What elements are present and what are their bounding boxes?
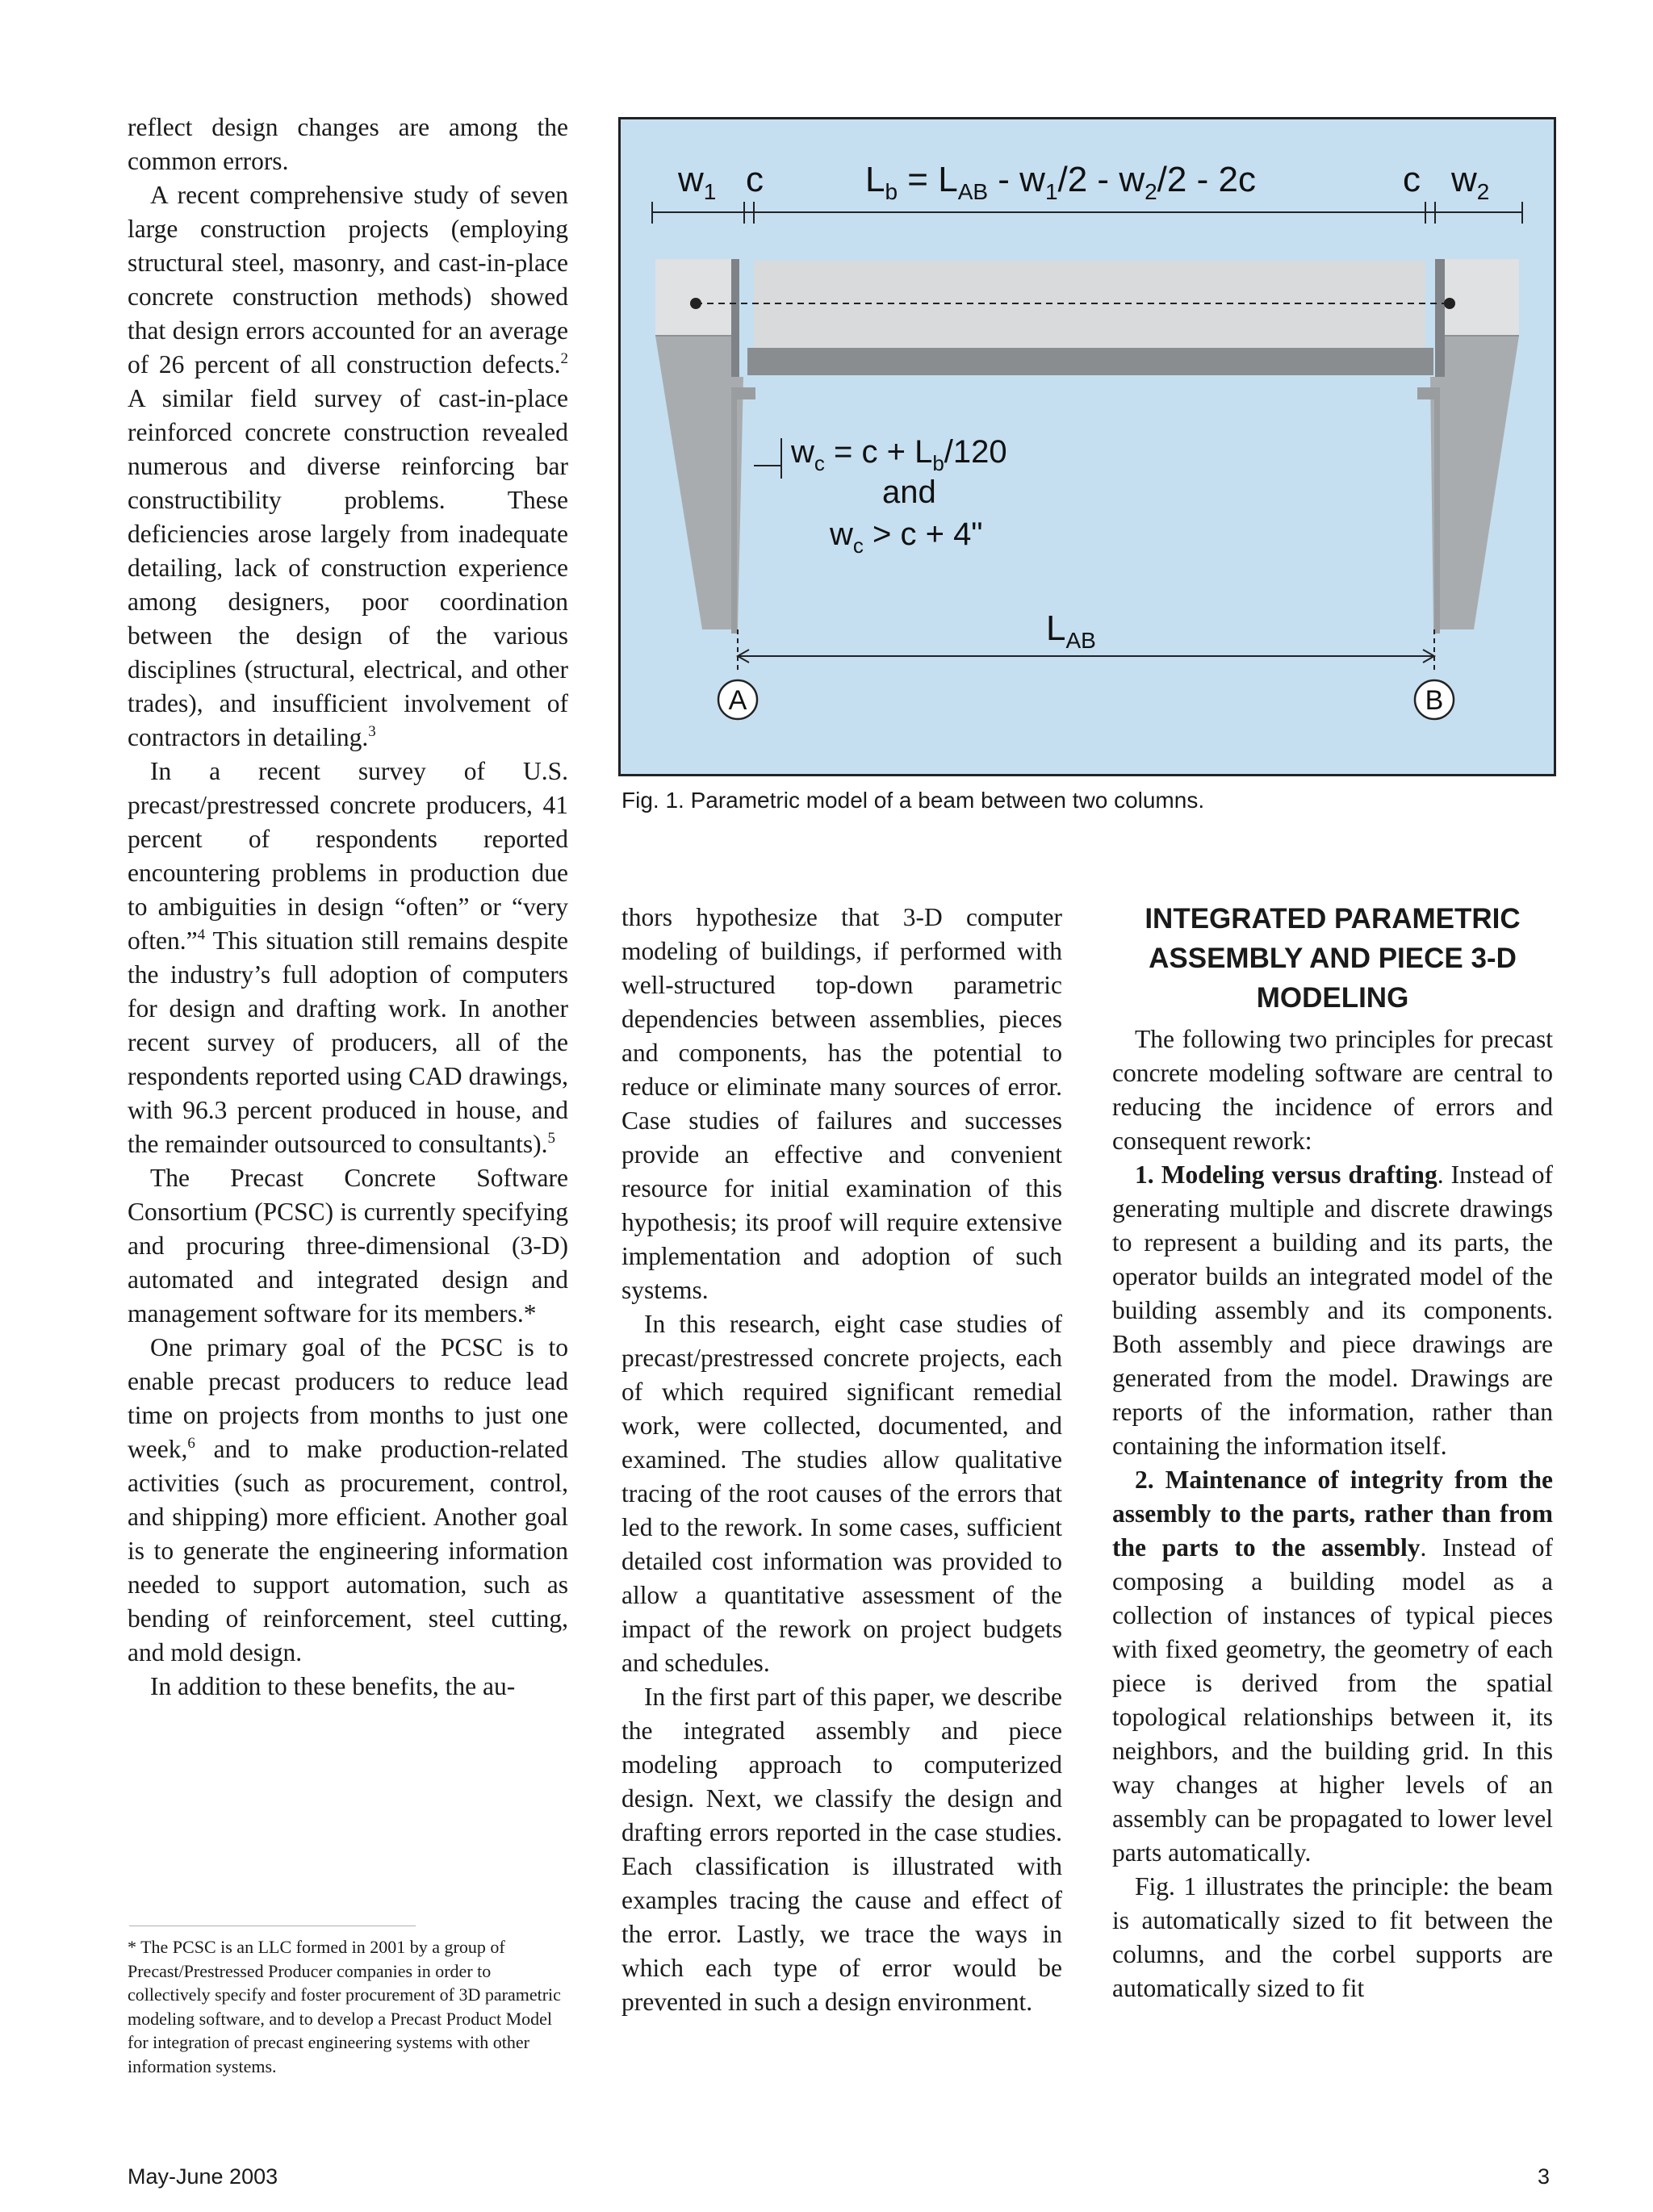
reference-marker: 5 xyxy=(547,1130,555,1147)
right-column-side xyxy=(1435,259,1445,377)
left-text-column xyxy=(128,111,568,1704)
label-wc-constraint: $w_c > c + 4$" xyxy=(830,516,983,558)
paragraph: The following two principles for precast concrete modeling software are central to reducing the incidence of errors and consequent rework: xyxy=(1112,1025,1553,1155)
section-heading: INTEGRATED PARAMETRIC ASSEMBLY AND PIECE 3-D MODELING xyxy=(1145,903,1521,1014)
reference-marker: 4 xyxy=(197,926,206,943)
paragraph: The Precast Concrete Software Consortium (PCSC) is currently specifying and procuring three-dimensional (3-D) automated and integrated design and management software for its members.* xyxy=(128,1164,568,1328)
label-and: and xyxy=(882,475,936,510)
paragraph: Fig. 1 illustrates the principle: the beam is automatically sized to fit between the columns, and the corbel supports are automatically sized to fit xyxy=(1112,1872,1553,2002)
reference-marker: 6 xyxy=(187,1435,195,1452)
reference-marker: 2 xyxy=(560,350,568,367)
paragraph: 2. Maintenance of integrity from the assembly to the parts, rather than from the parts to the assembly. Instead of composing a building model as a collection of instances of typical pieces with fixed geometry, the geometry of each piece is derived from the spatial topological relationships between it, its neighbors, and the building grid. In this way changes at higher levels of an assembly can be propagated to lower level parts automatically. xyxy=(1112,1466,1554,1867)
beam-shadow xyxy=(747,348,1433,375)
grid-point-a xyxy=(690,298,701,309)
figure-1 xyxy=(618,117,1556,776)
page-number: 3 xyxy=(1538,2164,1550,2189)
principle-title: 2. Maintenance of integrity from the assembly to the parts, rather than from the parts to the assembly xyxy=(1112,1466,1553,1562)
left-column-side xyxy=(731,259,739,377)
paragraph: 1. Modeling versus drafting. Instead of generating multiple and discrete drawings to represent a building and its parts, the operator builds an integrated model of the building assembly and its components. Both assembly and piece drawings are generated from the model. Drawings are reports of the information, rather than containing the information itself. xyxy=(1112,1160,1553,1460)
paragraph: One primary goal of the PCSC is to enable precast producers to reduce lead time on projects from months to just one week,$^6$ and to make production-related activities (such as procurement, control, and shipping) more efficient. Another goal is to generate the engineering information needed to support automation, such as bending of reinforcement, steel cutting, and mold design. xyxy=(128,1333,568,1666)
label-c-left: c xyxy=(746,160,764,199)
label-lab: $L_{AB}$ xyxy=(1046,608,1096,653)
grid-point-b xyxy=(1444,298,1455,309)
principle-title: 1. Modeling versus drafting xyxy=(1135,1160,1437,1189)
grid-label-a: A xyxy=(728,685,747,716)
label-c-right: c xyxy=(1403,160,1421,199)
footnote xyxy=(128,1935,568,2078)
label-w1: $w_1$ xyxy=(678,160,717,204)
figure-background xyxy=(620,119,1555,776)
grid-label-b: B xyxy=(1425,685,1444,716)
reference-marker: 3 xyxy=(368,723,376,740)
left-column-top xyxy=(655,259,731,336)
paragraph: In this research, eight case studies of precast/prestressed concrete projects, each of which required significant remedial work, were collected, documented, and examined. The studies allow qualitative tracing of the root causes of the errors that led to the rework. In some cases, sufficient detailed cost information was provided to allow a quantitative assessment of the impact of the rework on project budgets and schedules. xyxy=(621,1310,1062,1677)
paragraph: In addition to these benefits, the au- xyxy=(150,1672,516,1700)
paragraph: thors hypothesize that 3-D computer modeling of buildings, if performed with well-structured top-down parametric dependencies between assemblies, pieces and components, has the potential to reduce or eliminate many sources of error. Case studies of failures and successes provide an effective and convenient resource for initial examination of this hypothesis; its proof will require extensive implementation and adoption of such systems. xyxy=(621,903,1062,1304)
paragraph: In the first part of this paper, we describe the integrated assembly and piece modeling approach to computerized design. Next, we classify the design and drafting errors reported in the case studies. Each classification is illustrated with examples tracing the cause and effect of the error. Lastly, we trace the ways in which each type of error would be prevented in such a design environment. xyxy=(621,1683,1062,2016)
label-lb-equation: $L_b = L_{AB} - w_1/2 - w_2/2 - 2c$ xyxy=(865,160,1256,204)
paragraph: A recent comprehensive study of seven large construction projects (employing structural steel, masonry, and cast-in-place concrete construction methods) showed that design errors accounted for an average of 26 percent of all construction defects.$^2$ A similar field survey of cast-in-place reinforced concrete construction revealed numerous and diverse reinforcing bar constructibility problems. These deficiencies arose largely from inadequate detailing, lack of construction experience among designers, poor coordination between the design of the various disciplines (structural, electrical, and other trades), and insufficient involvement of contractors in detailing.$^3$ xyxy=(128,181,568,751)
paragraph: In a recent survey of U.S. precast/prestressed concrete producers, 41 percent of respondents reported encountering problems in production due to ambiguities in design “often” or “very often.”$^4$ This situation still remains despite the industry’s full adoption of computers for design and drafting work. In another recent survey of producers, all of the respondents reported using CAD drawings, with 96.3 percent produced in house, and the remainder outsourced to consultants).$^5$ xyxy=(128,757,568,1158)
footnote-text: * The PCSC is an LLC formed in 2001 by a group of Precast/Prestressed Producer companies in order to collectively specify and foster procurement of 3D parametric modeling software, and to develop a Precast Product Model for integration of precast engineering systems with other information systems. xyxy=(128,1937,561,2076)
right-column-top xyxy=(1445,259,1519,336)
middle-text-column xyxy=(621,901,1062,2019)
label-w2: $w_2$ xyxy=(1451,160,1490,204)
right-text-column xyxy=(1112,899,1553,2005)
footer-date: May-June 2003 xyxy=(128,2164,278,2189)
paragraph: reflect design changes are among the common errors. xyxy=(128,113,568,175)
label-wc-equation: $w_c = c + L_b/120$ xyxy=(791,434,1007,475)
figure-caption: Fig. 1. Parametric model of a beam between two columns. xyxy=(621,788,1205,813)
